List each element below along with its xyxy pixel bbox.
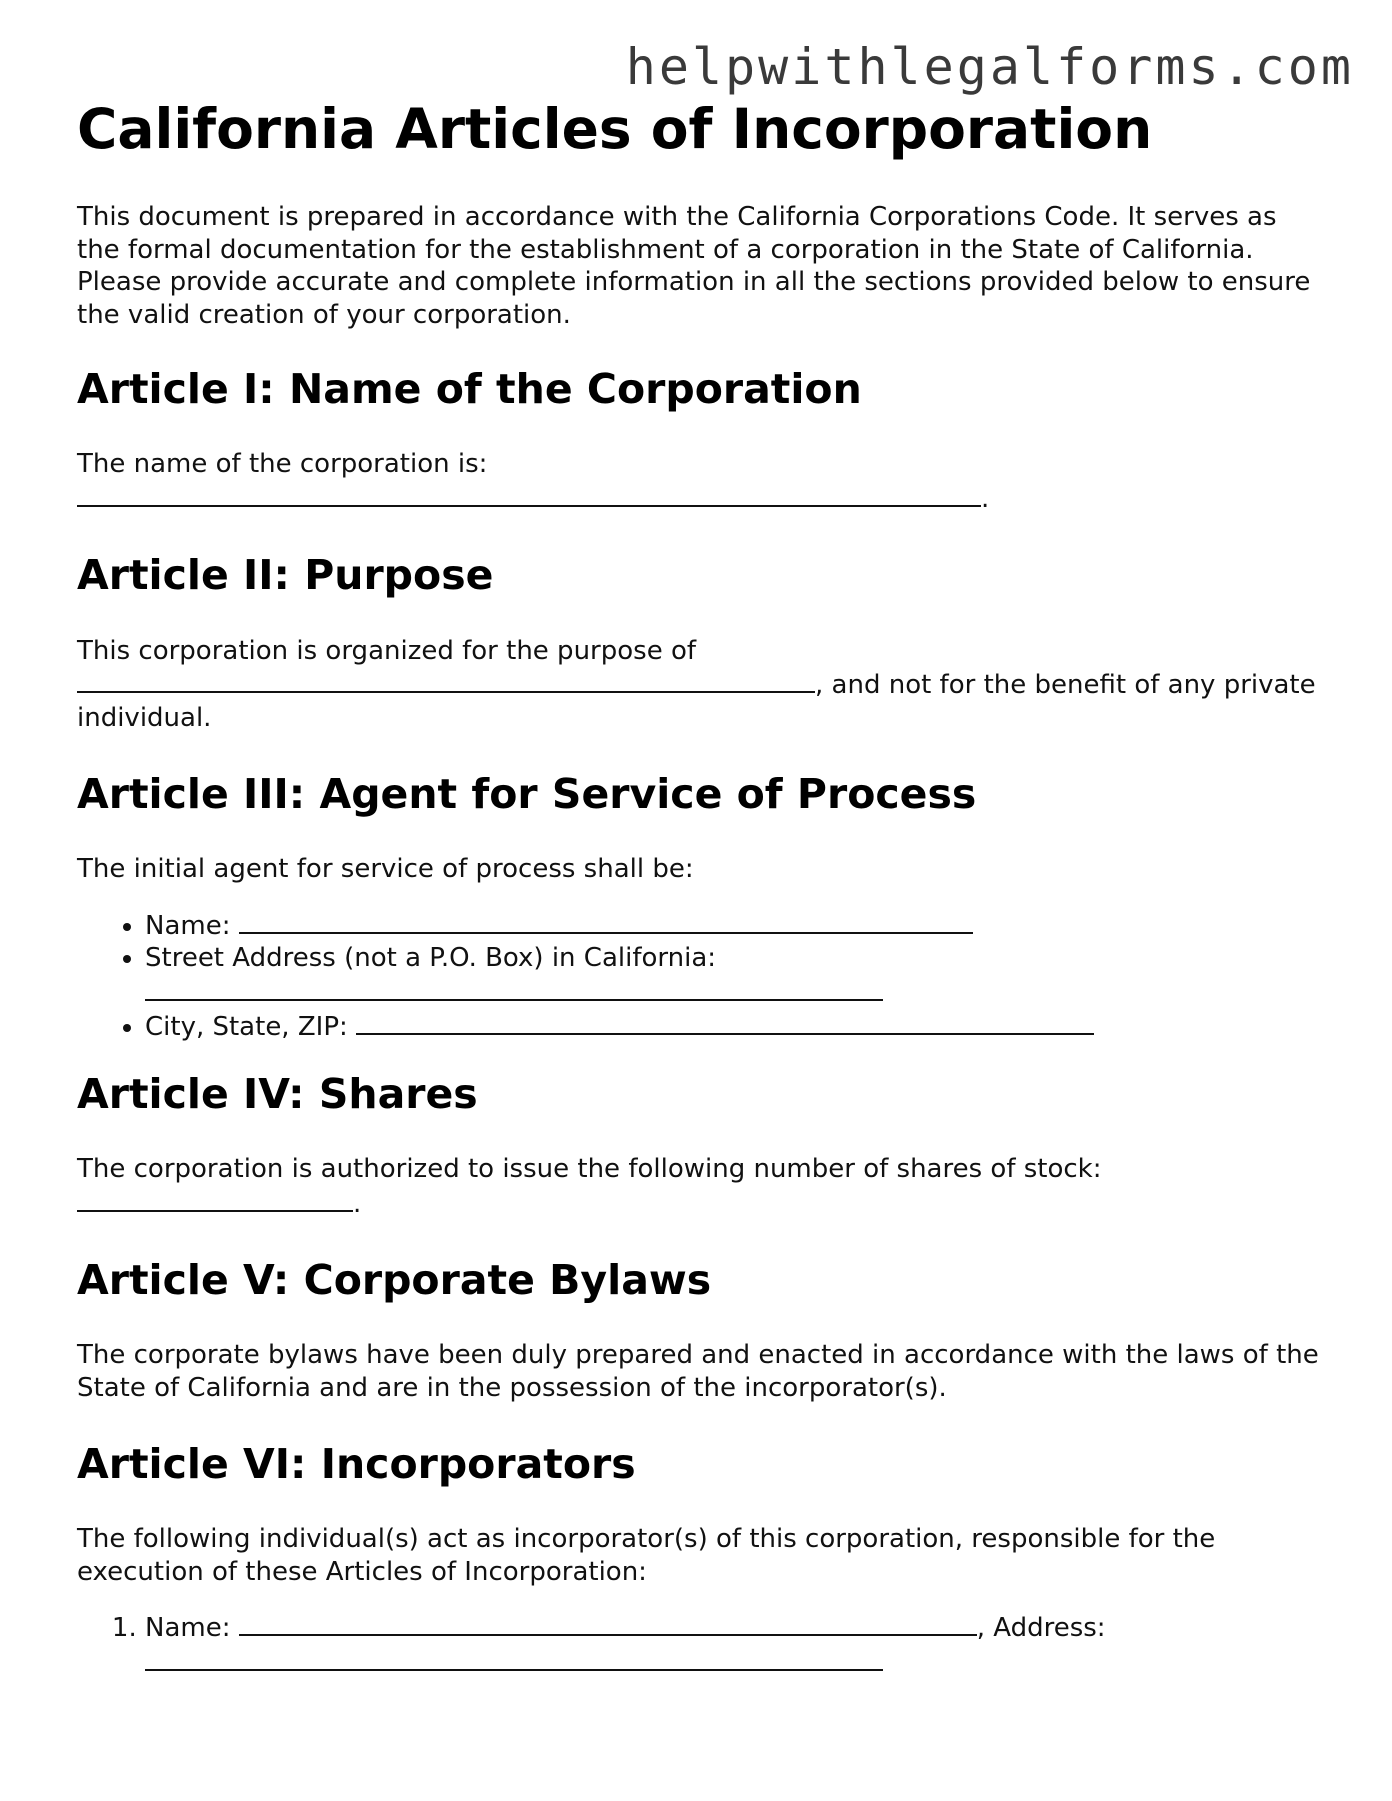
agent-street-label: Street Address (not a P.O. Box) in California:	[145, 943, 717, 974]
purpose-field[interactable]	[77, 667, 815, 693]
article-4-text	[77, 1153, 1327, 1220]
incorporators-list	[77, 1610, 1327, 1679]
document-page	[77, 98, 1327, 1705]
article-5-section	[77, 1256, 1327, 1404]
agent-city-state-zip-field[interactable]	[356, 1009, 1094, 1035]
article-5-heading: Article V: Corporate Bylaws	[77, 1256, 712, 1304]
article-4-heading: Article IV: Shares	[77, 1069, 478, 1118]
article-5-text: The corporate bylaws have been duly prepared and enacted in accordance with the laws of the State of California and are in the possession of the incorporator(s).	[77, 1340, 1319, 1403]
agent-name-field[interactable]	[239, 908, 973, 934]
incorporator-address-label: , Address:	[976, 1613, 1106, 1644]
article-2-suffix: , and not for the benefit of any private individual.	[77, 670, 1316, 733]
document-title: California Articles of Incorporation	[77, 97, 1153, 161]
article-4-section	[77, 1070, 1327, 1220]
list-item	[145, 908, 1327, 943]
incorporator-name-field[interactable]	[239, 1610, 977, 1636]
site-watermark: helpwithlegalforms.com	[625, 38, 1354, 96]
article-1-text	[77, 448, 1327, 515]
article-1-period: .	[981, 483, 990, 514]
incorporator-address-field[interactable]	[145, 1645, 883, 1671]
article-1-heading: Article I: Name of the Corporation	[77, 365, 862, 414]
agent-city-label: City, State, ZIP:	[145, 1012, 348, 1043]
list-item	[145, 942, 1327, 1009]
article-3-heading: Article III: Agent for Service of Process	[77, 770, 977, 819]
article-3-text: The initial agent for service of process shall be:	[77, 854, 694, 885]
list-item	[145, 1610, 1327, 1679]
article-6-section	[77, 1440, 1327, 1679]
list-item	[145, 1009, 1327, 1044]
article-4-period: .	[353, 1188, 362, 1219]
agent-fields-list	[77, 908, 1327, 1044]
article-1-section	[77, 365, 1327, 515]
incorporator-name-label: Name:	[145, 1613, 231, 1644]
article-6-text: The following individual(s) act as incorporator(s) of this corporation, responsible for the execution of these Articles of Incorporation:	[77, 1524, 1216, 1587]
agent-name-label: Name:	[145, 910, 231, 941]
article-4-label: The corporation is authorized to issue the following number of shares of stock:	[77, 1154, 1102, 1184]
article-2-heading: Article II: Purpose	[77, 551, 494, 600]
article-6-heading: Article VI: Incorporators	[77, 1440, 636, 1489]
article-2-label: This corporation is organized for the purpose of	[77, 635, 697, 666]
agent-street-field[interactable]	[145, 975, 883, 1001]
article-3-section	[77, 770, 1327, 1044]
article-2-text	[77, 635, 1327, 735]
article-1-label: The name of the corporation is:	[77, 449, 488, 480]
article-2-section	[77, 551, 1327, 734]
corporation-name-field[interactable]	[77, 481, 981, 507]
intro-paragraph: This document is prepared in accordance with the California Corporations Code. It serves as the formal documentation for the establishment of a corporation in the State of California. Please provide accurate and complete information in all the sections provided below to ensure the valid creation of your corporation.	[77, 202, 1311, 330]
shares-field[interactable]	[77, 1186, 353, 1212]
